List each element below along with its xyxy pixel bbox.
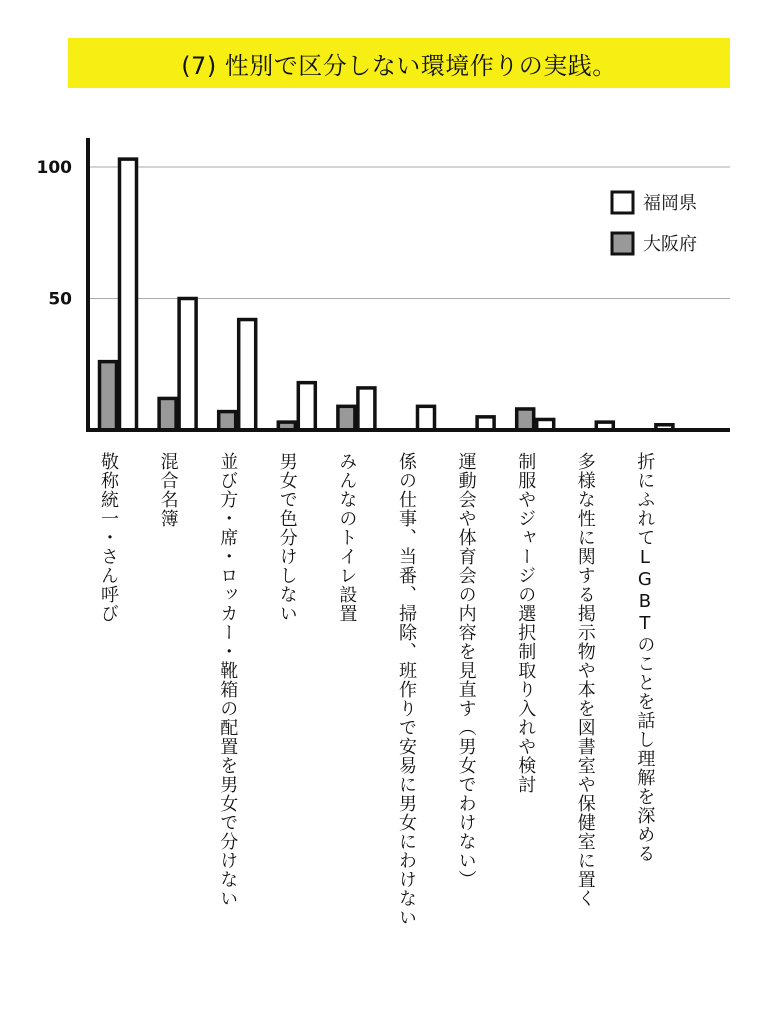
bar-fukuoka-3 [298,383,315,430]
bar-osaka-2 [219,412,236,430]
bar-fukuoka-5 [418,406,435,430]
bar-osaka-1 [159,398,176,430]
legend-label-osaka: 大阪府 [643,234,697,255]
chart-title: (7) 性別で区分しない環境作りの実践。 [181,51,617,80]
y-tick-label-100: 100 [36,158,72,178]
bar-fukuoka-4 [358,388,375,430]
bar-fukuoka-1 [179,299,196,431]
category-label-9: 折にふれてLGBTのことを話し理解を深める [634,452,656,863]
category-label-6: 運動会や体育会の内容を見直す（男女でわけない） [455,452,477,889]
category-label-4: みんなのトイレ設置 [336,452,358,623]
bars [100,159,673,430]
bar-osaka-4 [338,406,355,430]
category-label-2: 並び方・席・ロッカー・靴箱の配置を男女で分けない [217,452,239,908]
legend [612,192,697,255]
legend-label-fukuoka: 福岡県 [643,193,697,214]
legend-swatch-osaka [612,233,633,254]
bar-fukuoka-0 [120,159,137,430]
legend-swatch-fukuoka [612,192,633,213]
category-label-8: 多様な性に関する掲示物や本を図書室や保健室に置く [574,452,596,908]
category-label-7: 制服やジャージの選択制取り入れや検討 [515,452,537,794]
bar-osaka-7 [517,409,534,430]
y-tick-label-50: 50 [48,289,72,310]
axes [37,138,731,432]
category-label-3: 男女で色分けしない [276,452,298,623]
category-label-5: 係の仕事、当番、掃除、班作りで安易に男女にわけない [396,452,417,927]
category-label-0: 敬称統一・さん呼び [98,452,119,623]
bar-fukuoka-2 [239,320,256,430]
bar-osaka-0 [100,362,117,430]
category-label-1: 混合名簿 [157,452,179,528]
